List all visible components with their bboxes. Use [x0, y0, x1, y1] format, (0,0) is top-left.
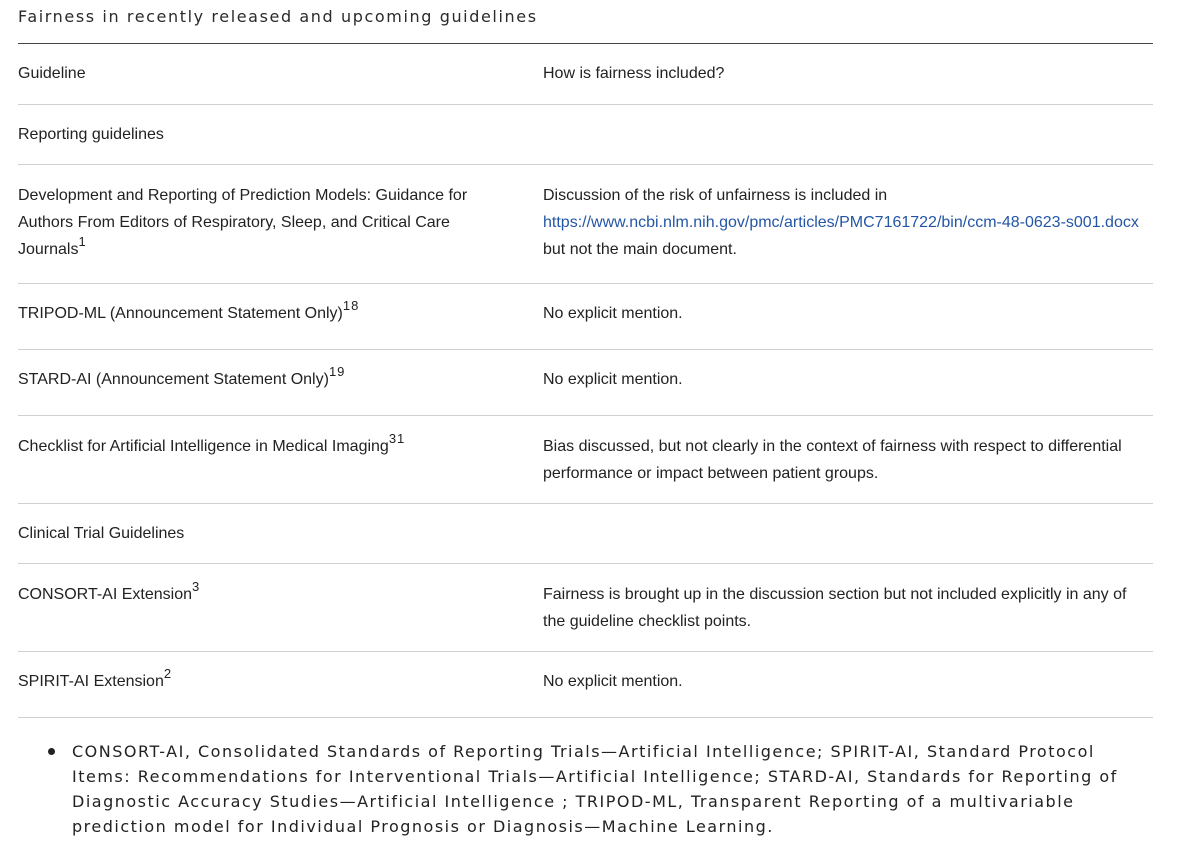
guideline-name: STARD-AI (Announcement Statement Only)	[18, 370, 329, 388]
fairness-cell: Fairness is brought up in the discussion section but not included explicitly in any of the guideline checklist points.	[543, 563, 1153, 651]
supplement-link[interactable]: https://www.ncbi.nlm.nih.gov/pmc/articles/PMC7161722/bin/ccm-48-0623-s001.docx	[543, 213, 1139, 231]
table-row	[18, 651, 1153, 717]
reference-number[interactable]: 3	[191, 579, 201, 595]
table-row	[18, 283, 1153, 349]
guideline-cell	[18, 349, 543, 415]
fairness-cell	[543, 164, 1153, 283]
fairness-text-before: Discussion of the risk of unfairness is included in	[543, 186, 888, 204]
guideline-cell	[18, 164, 543, 283]
guideline-name: CONSORT-AI Extension	[18, 585, 192, 603]
fairness-text-after: but not the main document.	[543, 240, 737, 258]
reference-number[interactable]: 18	[342, 298, 360, 314]
fairness-cell: Bias discussed, but not clearly in the context of fairness with respect to differential performance or impact between patient groups.	[543, 415, 1153, 503]
section-label-reporting: Reporting guidelines	[18, 104, 543, 164]
guideline-cell	[18, 415, 543, 503]
section-empty-cell	[543, 104, 1153, 164]
guidelines-table	[18, 44, 1153, 718]
footnote-text: CONSORT-AI, Consolidated Standards of Reporting Trials—Artificial Intelligence; SPIRIT-AI, Standard Protocol Items: Recommendations for Interventional Trials—Artificial Intelligence; STARD-AI, Standards for Reporting of Diagnostic Accuracy Studies—Artificial Intelligence ; TRIPOD-ML, Transparent Reporting of a multivariable prediction model for Individual Prognosis or Diagnosis—Machine Learning.	[72, 742, 1118, 836]
fairness-cell: No explicit mention.	[543, 651, 1153, 717]
section-row-clinical	[18, 503, 1153, 563]
table-header-row	[18, 44, 1153, 104]
guideline-name: Checklist for Artificial Intelligence in Medical Imaging	[18, 437, 389, 455]
fairness-cell: No explicit mention.	[543, 349, 1153, 415]
guideline-name: TRIPOD-ML (Announcement Statement Only)	[18, 304, 343, 322]
header-fairness: How is fairness included?	[543, 44, 1153, 104]
bullet-icon	[48, 748, 55, 755]
table-footnote	[50, 739, 1130, 839]
section-label-clinical: Clinical Trial Guidelines	[18, 503, 543, 563]
reference-number[interactable]: 31	[388, 431, 406, 447]
section-row-reporting	[18, 104, 1153, 164]
table-row	[18, 563, 1153, 651]
guideline-cell	[18, 283, 543, 349]
section-empty-cell	[543, 503, 1153, 563]
reference-number[interactable]: 19	[328, 364, 346, 380]
guidelines-table-container	[18, 0, 1153, 718]
guideline-name: SPIRIT-AI Extension	[18, 672, 164, 690]
reference-number[interactable]: 2	[163, 666, 173, 682]
header-guideline: Guideline	[18, 44, 543, 104]
fairness-cell: No explicit mention.	[543, 283, 1153, 349]
table-row	[18, 415, 1153, 503]
guideline-name: Development and Reporting of Prediction Models: Guidance for Authors From Editors of Respiratory, Sleep, and Critical Care Journals	[18, 186, 468, 258]
table-row	[18, 164, 1153, 283]
guideline-cell	[18, 651, 543, 717]
guideline-cell	[18, 563, 543, 651]
table-caption: Fairness in recently released and upcoming guidelines	[18, 0, 1153, 44]
reference-number[interactable]: 1	[78, 234, 87, 250]
table-row	[18, 349, 1153, 415]
